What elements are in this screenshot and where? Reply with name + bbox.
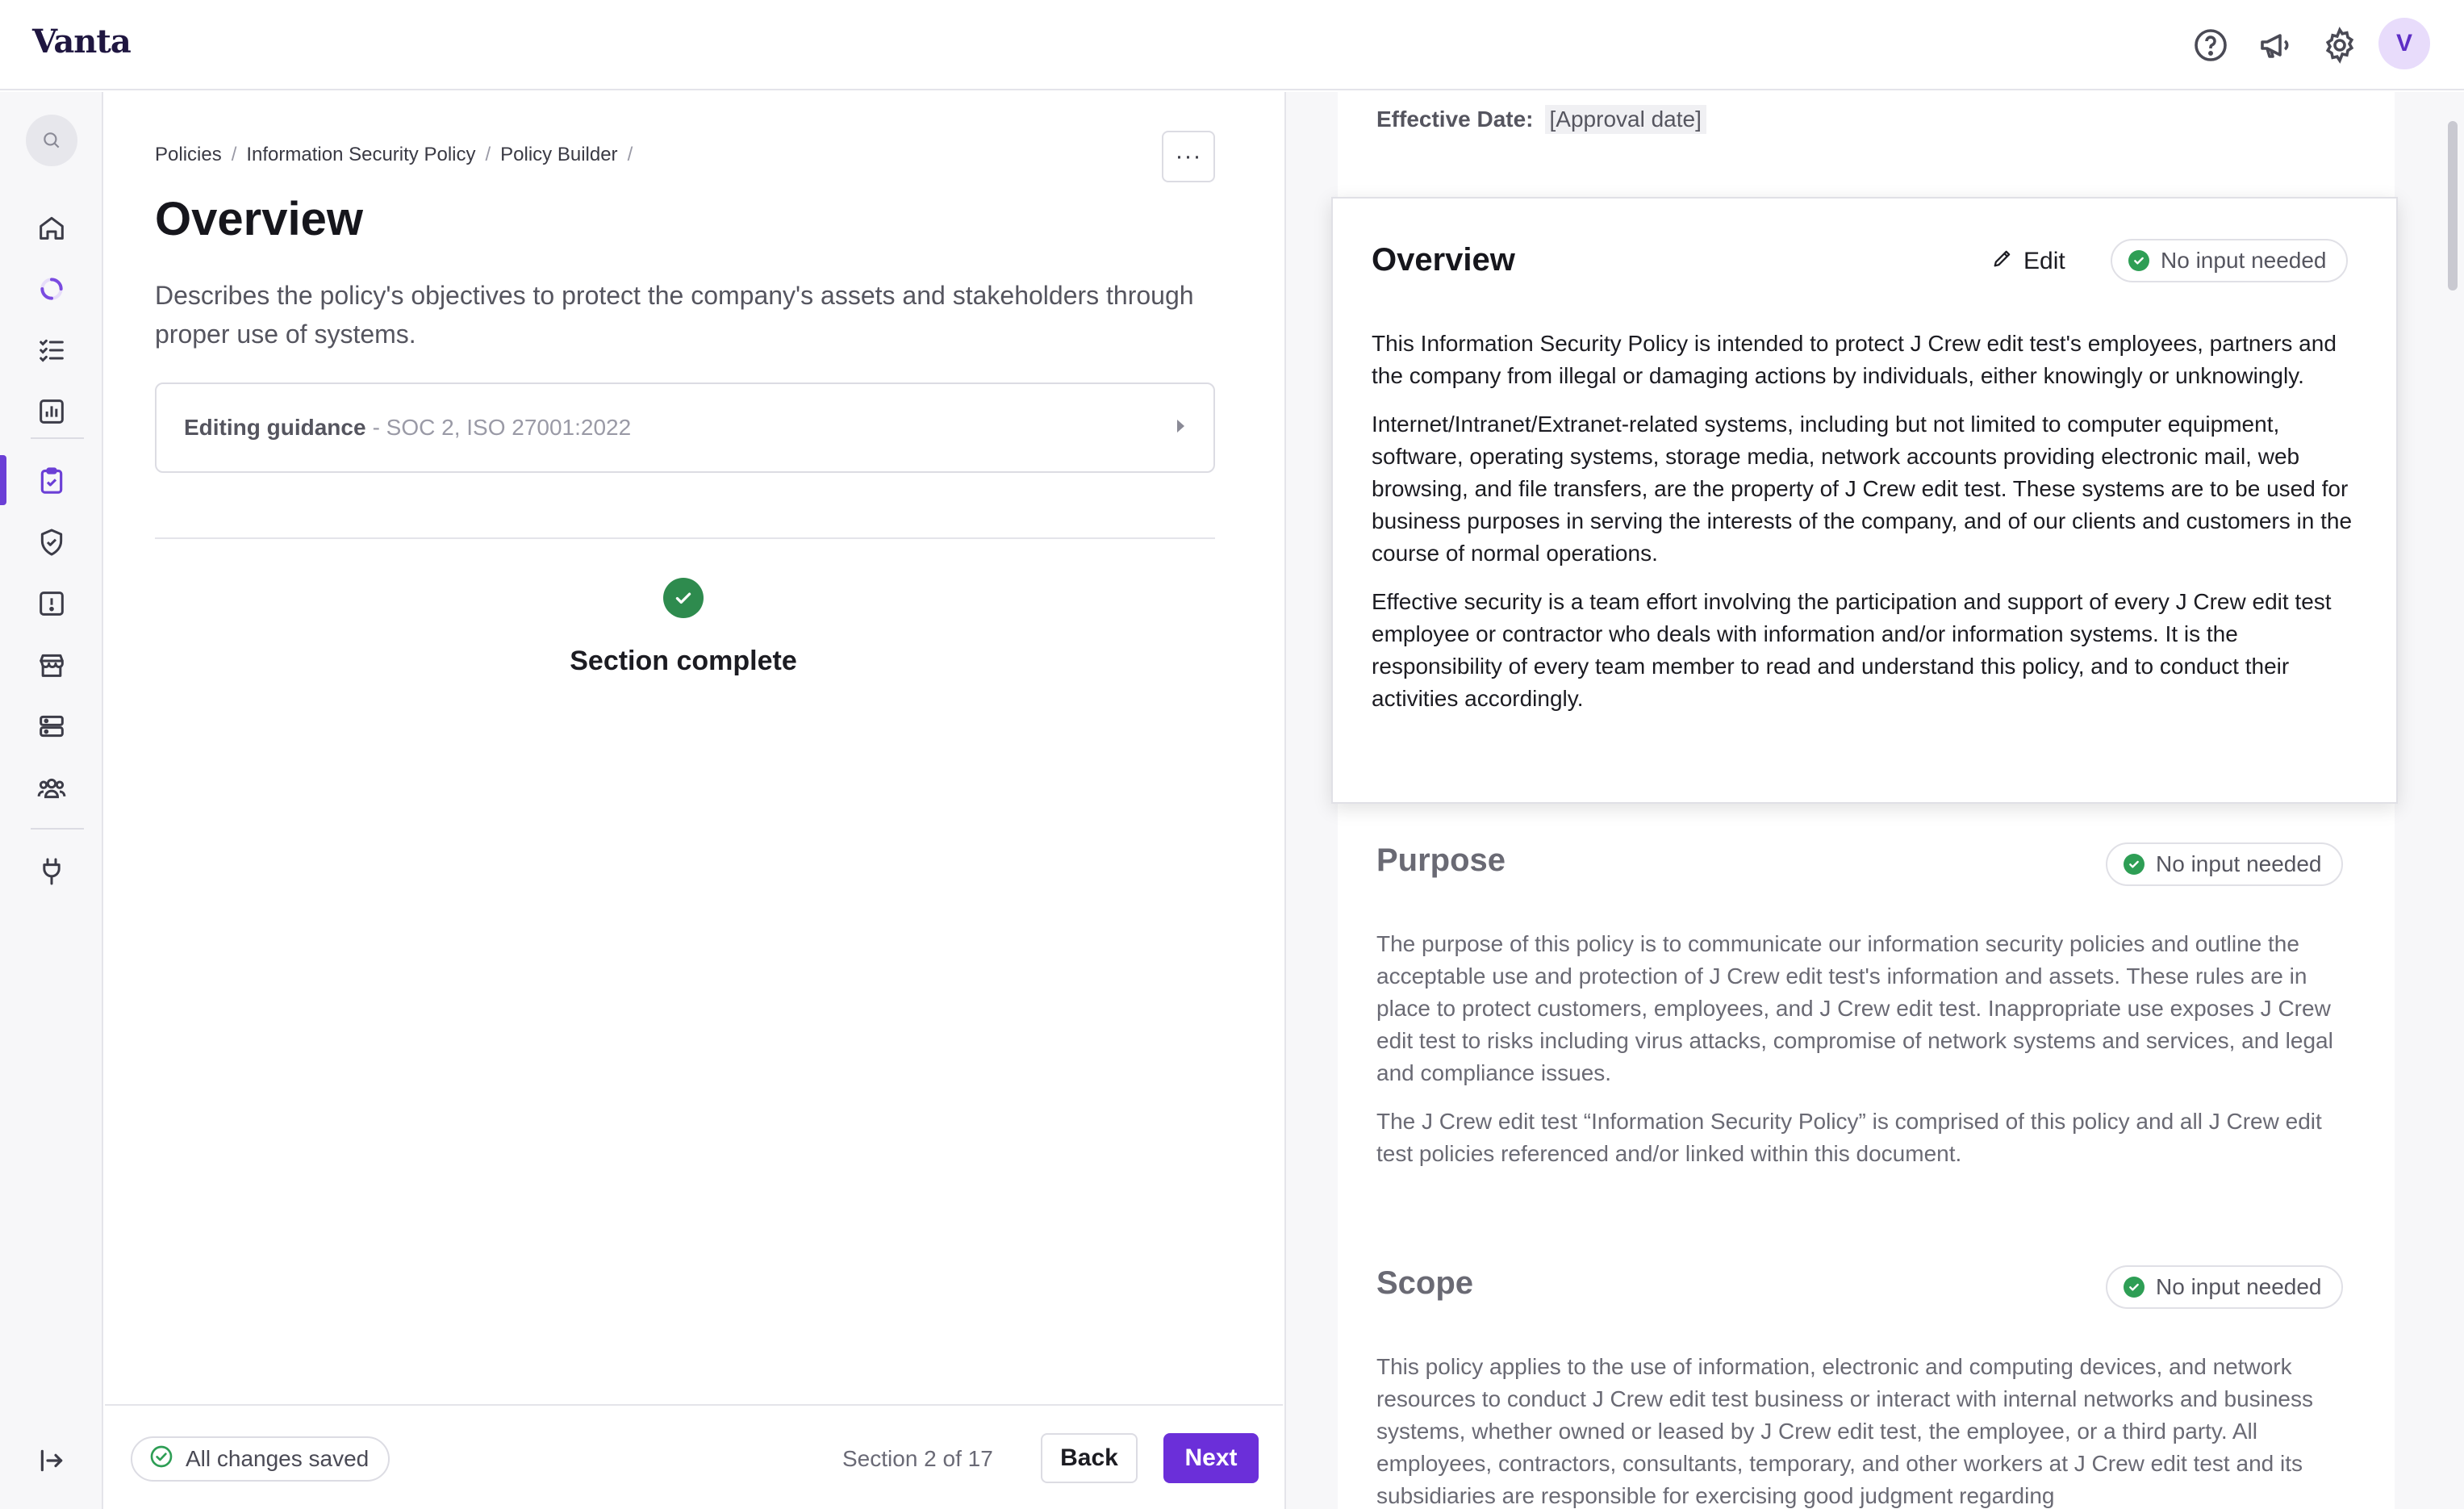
effective-date-value: [Approval date] <box>1545 105 1706 134</box>
badge-label: No input needed <box>2161 248 2327 273</box>
breadcrumb-information-security-policy[interactable]: Information Security Policy <box>246 144 476 165</box>
search-icon[interactable] <box>26 115 77 166</box>
policy-builder-pane <box>105 92 1283 1509</box>
badge-label: No input needed <box>2156 1274 2322 1299</box>
plug-icon[interactable] <box>35 855 68 888</box>
paragraph: The J Crew edit test “Information Security Policy” is comprised of this policy and all J Crew edit test policies referenced and/or linked within this document. <box>1376 1109 2322 1166</box>
section-divider <box>155 537 1215 539</box>
section-counter: Section 2 of 17 <box>842 1446 993 1471</box>
shield-check-icon[interactable] <box>35 526 68 558</box>
section-complete-status: Section complete <box>570 646 797 676</box>
ellipsis-icon: ··· <box>1175 143 1202 169</box>
next-button[interactable]: Next <box>1163 1433 1259 1483</box>
overview-status-badge <box>2111 239 2348 282</box>
preview-scrollbar[interactable] <box>2448 121 2458 291</box>
paragraph: This policy applies to the use of information, electronic and computing devices, and network resources to conduct J Crew edit test business or interact with internal networks and business systems, whether owned or leased by J Crew edit test, the employee, or a third party. All employees, contractors, consultants, temporary, and other workers at J Crew edit test and its subsidiaries are responsible for exercising good judgment regarding <box>1376 1354 2314 1508</box>
gear-icon[interactable] <box>2320 26 2359 65</box>
breadcrumb-separator: / <box>485 144 491 165</box>
guidance-label: Editing guidance <box>184 415 366 440</box>
user-avatar[interactable]: V <box>2378 18 2430 69</box>
scope-status-badge <box>2106 1265 2343 1309</box>
overview-section-card[interactable] <box>1331 197 2398 804</box>
breadcrumb <box>155 144 633 166</box>
builder-footer <box>105 1404 1283 1509</box>
vanta-logo[interactable]: Vanta <box>32 23 131 61</box>
help-circle-icon[interactable] <box>2191 26 2230 65</box>
save-status-text: All changes saved <box>186 1446 370 1471</box>
back-button[interactable]: Back <box>1041 1433 1138 1483</box>
loading-spinner-icon[interactable] <box>35 273 68 305</box>
checklist-icon[interactable] <box>35 334 68 366</box>
caret-right-icon <box>1177 420 1184 433</box>
badge-label: No input needed <box>2156 851 2322 876</box>
page-title: Overview <box>155 193 363 245</box>
home-icon[interactable] <box>35 211 68 244</box>
vendor-store-icon[interactable] <box>35 649 68 681</box>
nav-divider <box>31 828 84 830</box>
scope-section-title: Scope <box>1376 1265 1474 1301</box>
clipboard-check-icon[interactable] <box>35 465 68 497</box>
people-icon[interactable] <box>35 771 68 804</box>
collapse-sidebar-icon[interactable] <box>35 1444 68 1477</box>
breadcrumb-policy-builder[interactable]: Policy Builder <box>500 144 618 165</box>
side-nav <box>0 92 103 1509</box>
effective-date-label: Effective Date: <box>1376 107 1534 132</box>
check-circle-icon <box>2124 854 2145 875</box>
top-bar <box>0 0 2464 90</box>
effective-date <box>1376 105 1706 134</box>
nav-active-indicator <box>0 455 6 505</box>
pencil-icon <box>1991 247 2014 276</box>
megaphone-icon[interactable] <box>2256 26 2295 65</box>
overview-section-title: Overview <box>1372 242 1515 278</box>
nav-divider <box>31 437 84 439</box>
bar-chart-icon[interactable] <box>35 395 68 428</box>
check-circle-icon <box>2128 250 2149 271</box>
server-icon[interactable] <box>35 710 68 742</box>
more-options-button[interactable] <box>1162 131 1215 182</box>
breadcrumb-policies[interactable]: Policies <box>155 144 222 165</box>
paragraph: Internet/Intranet/Extranet-related systems, including but not limited to computer equipment, software, operating systems, storage media, network accounts providing electronic mail, web browsing, and file transfers, are the property of J Crew edit test. These systems are to be used for business purposes in serving the interests of the company, and of our clients and customers in the course of normal operations. <box>1372 412 2353 566</box>
check-circle-outline-icon <box>148 1444 174 1475</box>
page-description: Describes the policy's objectives to protect the company's assets and stakeholders through proper use of systems. <box>155 281 1194 349</box>
guidance-standards: - SOC 2, ISO 27001:2022 <box>372 415 632 440</box>
paragraph: The purpose of this policy is to communicate our information security policies and outline the acceptable use and protection of J Crew edit test's information and assets. These rules are in place to protect customers, employees, and J Crew edit test. Inappropriate use exposes J Crew edit test to risks including virus attacks, compromise of network systems and services, and legal and compliance issues. <box>1376 931 2333 1085</box>
check-circle-icon <box>2124 1277 2145 1298</box>
breadcrumb-separator: / <box>627 144 633 165</box>
editing-guidance-toggle[interactable] <box>155 382 1215 473</box>
scope-section-body <box>1376 1351 2358 1509</box>
overview-section-body <box>1372 328 2369 731</box>
paragraph: Effective security is a team effort involving the participation and support of every J Crew edit test employee or contractor who deals with information and/or information systems. It is the responsibility of every team member to read and understand this policy, and to conduct their activities accordingly. <box>1372 589 2332 711</box>
alert-square-icon[interactable] <box>35 587 68 620</box>
purpose-section-body <box>1376 928 2358 1186</box>
save-status-badge <box>131 1436 390 1482</box>
check-circle-icon <box>663 578 704 618</box>
purpose-section-title: Purpose <box>1376 842 1506 878</box>
paragraph: This Information Security Policy is intended to protect J Crew edit test's employees, partners and the company from illegal or damaging actions by individuals, either knowingly or unknowingly. <box>1372 331 2337 388</box>
edit-label: Edit <box>2023 248 2065 274</box>
purpose-status-badge <box>2106 842 2343 886</box>
breadcrumb-separator: / <box>231 144 237 165</box>
edit-button[interactable] <box>1991 247 2065 276</box>
